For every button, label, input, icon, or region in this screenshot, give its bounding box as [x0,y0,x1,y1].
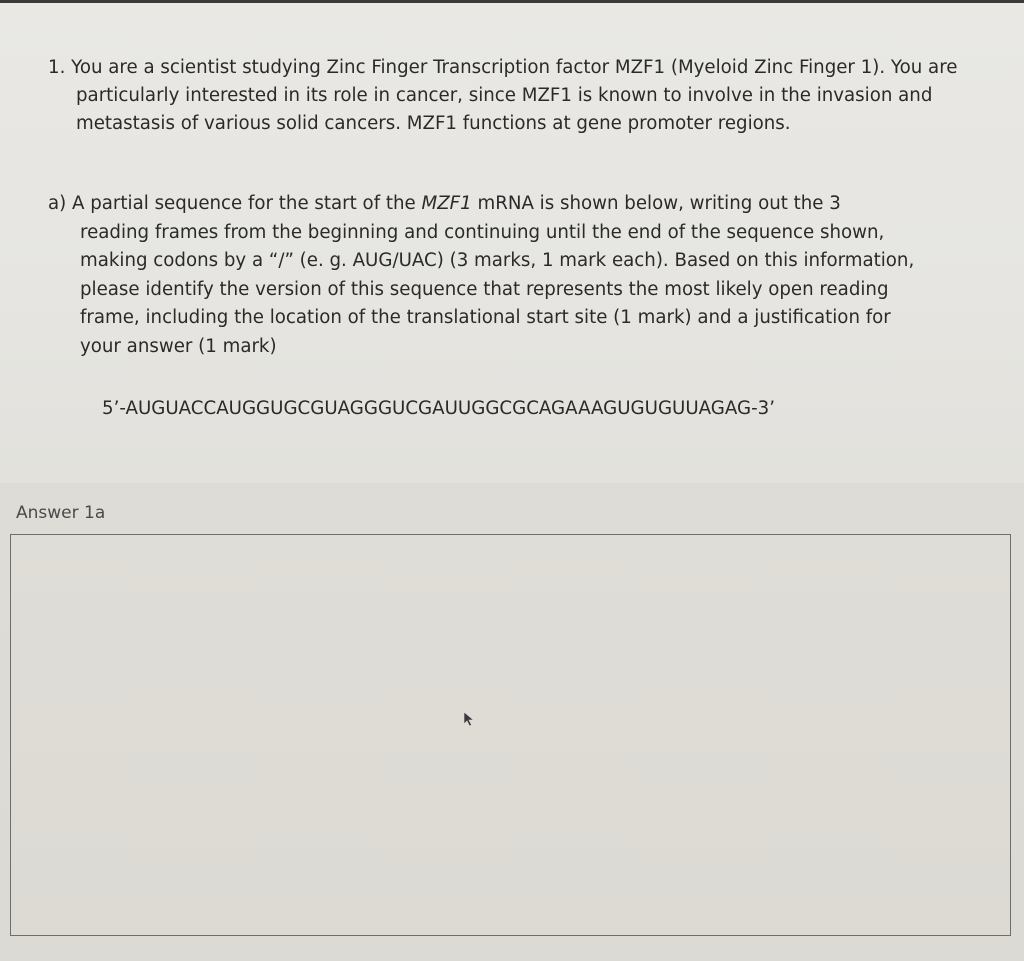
question-1a-line-2: reading frames from the beginning and continuing until the end of the sequence shown, [80,221,885,243]
gene-name-italic: MZF1 [421,193,472,214]
question-1a [48,190,948,362]
question-1 [48,54,988,138]
question-1-line-1: 1. You are a scientist studying Zinc Finger Transcription factor MZF1 (Myeloid Zinc Finger 1). You are [48,57,958,78]
question-1a-line-1-start: a) A partial sequence for the start of the [48,193,422,214]
question-1a-line-4: please identify the version of this sequence that represents the most likely open reading [80,278,889,300]
question-1a-line-3: making codons by a “/” (e. g. AUG/UAC) (3 marks, 1 mark each). Based on this information, [80,250,915,272]
question-1a-line-5: frame, including the location of the translational start site (1 mark) and a justification for [80,307,891,329]
question-1a-line-1 [48,190,948,219]
question-1-line-3: metastasis of various solid cancers. MZF1 functions at gene promoter regions. [76,113,791,134]
question-1a-line-1-end: mRNA is shown below, writing out the 3 [471,193,841,214]
answer-label: Answer 1a [16,503,106,523]
mrna-sequence: 5’-AUGUACCAUGGUGCGUAGGGUCGAUUGGCGCAGAAAGUGUGUUAGAG-3’ [102,398,776,419]
answer-textarea[interactable] [10,534,1011,936]
question-1a-line-6: your answer (1 mark) [80,335,277,357]
question-1-line-2: particularly interested in its role in cancer, since MZF1 is known to involve in the invasion and [76,85,933,106]
mouse-pointer-icon [463,711,475,727]
